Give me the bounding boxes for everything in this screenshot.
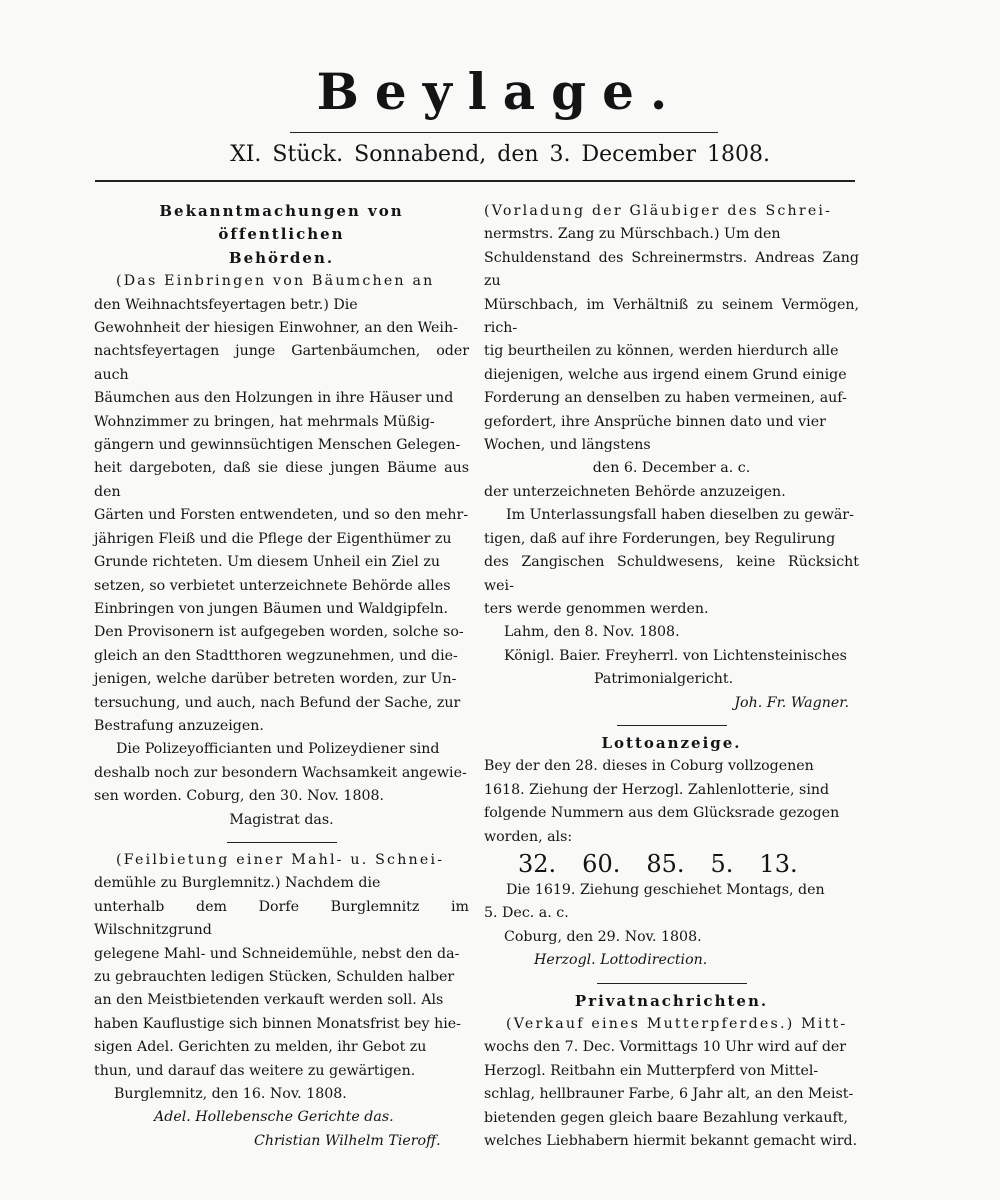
- article-line: worden, als:: [484, 828, 573, 845]
- lottery-number: 13.: [759, 849, 798, 878]
- article-line: Den Provisonern ist aufgegeben worden, solche so-: [94, 624, 464, 641]
- article-line: setzen, so verbietet unterzeichnete Behörde alles: [94, 577, 451, 594]
- article-line: Bäumchen aus den Holzungen in ihre Häuser und: [94, 390, 454, 407]
- article-line: der unterzeichneten Behörde anzuzeigen.: [484, 483, 786, 500]
- deadline: den 6. December a. c.: [592, 460, 751, 477]
- article-line: (Verkauf eines Mutterpferdes.) Mitt-: [506, 1016, 848, 1032]
- article-line: Im Unterlassungsfall haben dieselben zu gewär-: [506, 507, 854, 524]
- lottery-number: 5.: [710, 849, 734, 878]
- article-lottery: [484, 732, 859, 973]
- article-line: folgende Nummern aus dem Glücksrade gezogen: [484, 805, 840, 822]
- article-line: wochs den 7. Dec. Vormittags 10 Uhr wird auf der: [484, 1039, 847, 1056]
- section-heading: Bekanntmachungen von öffentlichen: [159, 202, 404, 244]
- article-line: deshalb noch zur besondern Wachsamkeit angewie-: [94, 764, 467, 781]
- lottery-number: 60.: [582, 849, 621, 878]
- signature: Magistrat das.: [229, 811, 334, 828]
- signature: Patrimonialgericht.: [594, 671, 734, 688]
- lottery-number: 85.: [646, 849, 685, 878]
- article-line: demühle zu Burglemnitz.) Nachdem die: [94, 875, 381, 892]
- signature: Christian Wilhelm Tieroff.: [254, 1132, 441, 1149]
- article-line: Mürschbach, im Verhältniß zu seinem Vermögen, rich-: [484, 296, 859, 337]
- article-line: haben Kauflustige sich binnen Monatsfrist bey hie-: [94, 1015, 461, 1032]
- article-line: welches Liebhabern hiermit bekannt gemacht wird.: [484, 1133, 858, 1150]
- article-line: thun, und darauf das weitere zu gewärtigen.: [94, 1062, 416, 1079]
- signature: Joh. Fr. Wagner.: [734, 694, 849, 711]
- article-line: schlag, hellbrauner Farbe, 6 Jahr alt, an den Meist-: [484, 1086, 854, 1103]
- article-line: Bestrafung anzuzeigen.: [94, 717, 264, 734]
- article-line: bietenden gegen gleich baare Bezahlung verkauft,: [484, 1109, 848, 1126]
- section-private-news: [484, 990, 859, 1154]
- article-creditor-summons: [484, 200, 859, 715]
- article-line: jährigen Fleiß und die Pflege der Eigenthümer zu: [94, 530, 452, 547]
- issue-line: XI. Stück. Sonnabend, den 3. December 1808.: [230, 142, 770, 167]
- dateline: Burglemnitz, den 16. Nov. 1808.: [114, 1086, 347, 1103]
- dateline: Coburg, den 29. Nov. 1808.: [504, 928, 702, 945]
- article-line: Bey der den 28. dieses in Coburg vollzogenen: [484, 758, 814, 775]
- article-line: Gärten und Forsten entwendeten, und so den mehr-: [94, 507, 469, 524]
- lottery-numbers: [484, 849, 859, 879]
- article-line: jenigen, welche darüber betreten worden, zur Un-: [94, 671, 457, 688]
- article-line: tersuchung, und auch, nach Befund der Sache, zur: [94, 694, 461, 711]
- article-line: gleich an den Stadtthoren wegzunehmen, und die-: [94, 647, 458, 664]
- right-column: [484, 200, 859, 1153]
- article-line: Schuldenstand des Schreinermstrs. Andreas Zang zu: [484, 249, 859, 290]
- article-line: Herzogl. Reitbahn ein Mutterpferd von Mittel-: [484, 1062, 819, 1079]
- article-line: gelegene Mahl- und Schneidemühle, nebst den da-: [94, 945, 460, 962]
- article-line: unterhalb dem Dorfe Burglemnitz im Wilschnitzgrund: [94, 898, 469, 939]
- article-line: sigen Adel. Gerichten zu melden, ihr Gebot zu: [94, 1039, 427, 1056]
- article-line: 5. Dec. a. c.: [484, 905, 569, 922]
- article-line: an den Meistbietenden verkauft werden soll. Als: [94, 992, 444, 1009]
- article-line: Die Polizeyofficianten und Polizeydiener sind: [116, 741, 440, 758]
- article-separator: [617, 725, 727, 726]
- signature: Herzogl. Lottodirection.: [534, 952, 708, 969]
- article-line: gefordert, ihre Ansprüche binnen dato und vier: [484, 413, 826, 430]
- article-line: (Vorladung der Gläubiger des Schrei-: [484, 203, 833, 219]
- article-separator: [597, 983, 747, 984]
- article-line: Forderung an denselben zu haben vermeinen, auf-: [484, 390, 847, 407]
- article-line: 1618. Ziehung der Herzogl. Zahlenlotterie, sind: [484, 781, 830, 798]
- article-line: gängern und gewinnsüchtigen Menschen Gelegen-: [94, 437, 461, 454]
- article-line: ters werde genommen werden.: [484, 600, 709, 617]
- section-heading-2: Behörden.: [228, 248, 335, 267]
- article-line: Wochen, und längstens: [484, 437, 651, 454]
- article-line: Gewohnheit der hiesigen Einwohner, an den Weih-: [94, 320, 458, 337]
- article-line: (Das Einbringen von Bäumchen an: [116, 273, 435, 290]
- header-rule: [95, 180, 855, 182]
- article-line: (Feilbietung einer Mahl- u. Schnei-: [116, 851, 445, 868]
- article-line: den Weihnachtsfeyertagen betr.) Die: [94, 296, 358, 313]
- article-line: tig beurtheilen zu können, werden hierdurch alle: [484, 343, 839, 360]
- article-line: nermstrs. Zang zu Mürschbach.) Um den: [484, 226, 781, 243]
- article-line: nachtsfeyertagen junge Gartenbäumchen, oder auch: [94, 343, 469, 383]
- signature: Königl. Baier. Freyherrl. von Lichtensteinisches: [504, 647, 847, 664]
- article-line: des Zangischen Schuldwesens, keine Rücksicht wei-: [484, 554, 859, 594]
- article-line: zu gebrauchten ledigen Stücken, Schulden halber: [94, 969, 455, 985]
- article-line: heit dargeboten, daß sie diese jungen Bäume aus den: [94, 460, 469, 500]
- article-mill-sale: [94, 849, 469, 1153]
- left-column: [94, 200, 469, 1153]
- lottery-heading: Lottoanzeige.: [601, 733, 742, 752]
- article-line: diejenigen, welche aus irgend einem Grund einige: [484, 366, 847, 383]
- article-line: Grunde richteten. Um diesem Unheil ein Ziel zu: [94, 554, 440, 571]
- article-line: Einbringen von jungen Bäumen und Waldgipfeln.: [94, 600, 449, 617]
- article-line: Die 1619. Ziehung geschiehet Montags, den: [506, 881, 825, 898]
- masthead-rule: [290, 132, 718, 133]
- dateline: Lahm, den 8. Nov. 1808.: [504, 624, 680, 641]
- article-line: sen worden. Coburg, den 30. Nov. 1808.: [94, 788, 385, 805]
- article-christmas-trees: [94, 270, 469, 832]
- article-line: Wohnzimmer zu bringen, hat mehrmals Müßig-: [94, 413, 435, 430]
- signature: Adel. Hollebensche Gerichte das.: [154, 1109, 394, 1126]
- lottery-number: 32.: [518, 849, 557, 878]
- article-separator: [227, 842, 337, 843]
- masthead-title: Beylage.: [316, 62, 684, 121]
- article-line: tigen, daß auf ihre Forderungen, bey Regulirung: [484, 530, 836, 547]
- private-news-heading: Privatnachrichten.: [574, 991, 769, 1010]
